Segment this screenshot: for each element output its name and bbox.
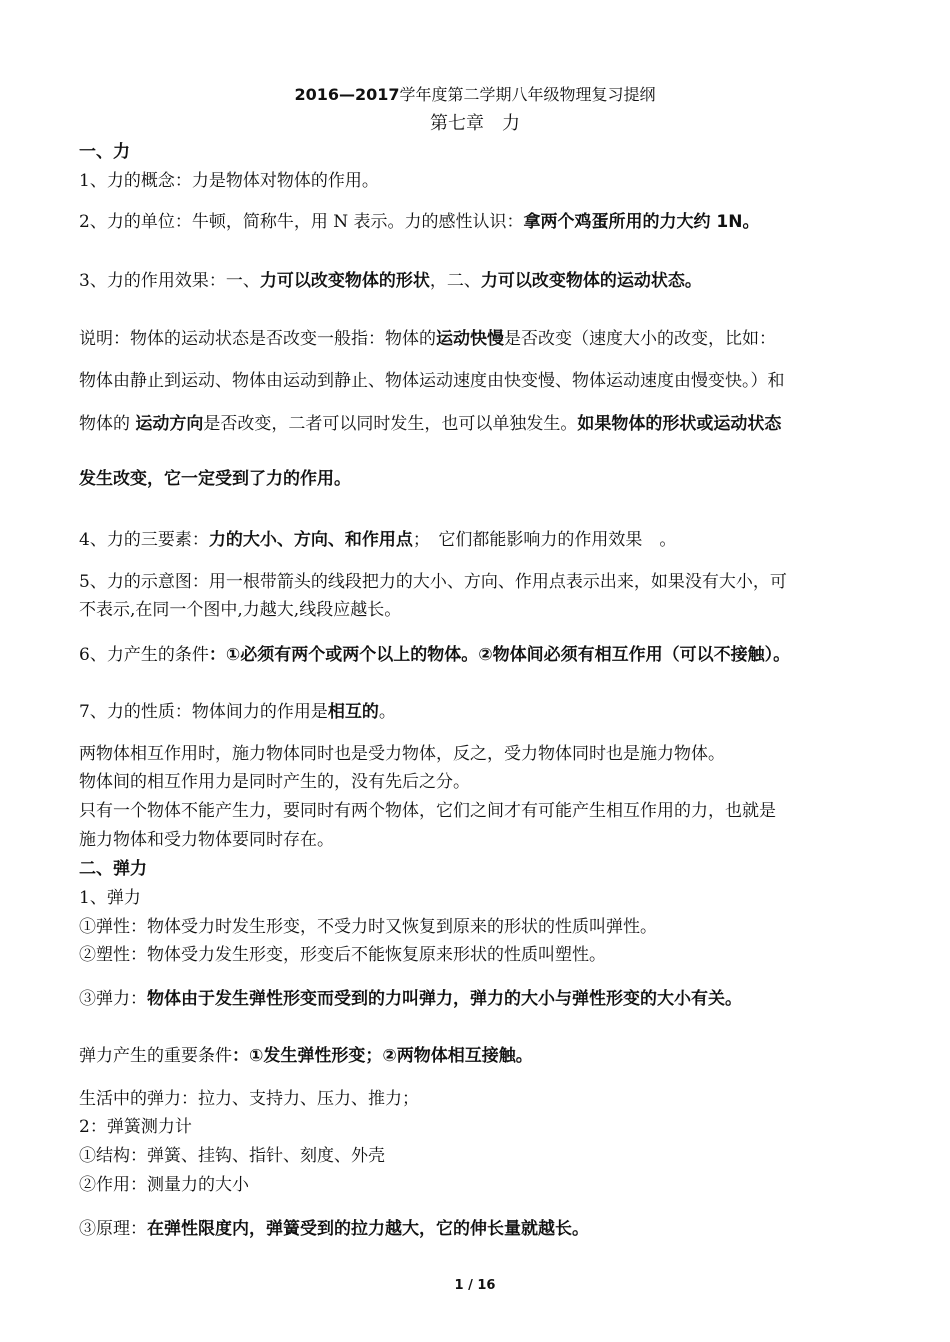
bold-run: 在弹性限度内，弹簧受到的拉力越大，它的伸长量就越长。 <box>147 1219 589 1239</box>
paragraph-force-unit <box>79 211 879 233</box>
note-line-3 <box>79 413 879 435</box>
item-elasticity: ①弹性：物体受力时发生形变，不受力时又恢复到原来的形状的性质叫弹性。 <box>79 917 657 937</box>
text-run: 3、力的作用效果：一、 <box>79 271 260 291</box>
paragraph-force-diagram-2: 不表示,在同一个图中,力越大,线段应越长。 <box>79 600 402 620</box>
text-run: 2、力的单位：牛顿，简称牛，用 N 表示。力的感性认识： <box>79 212 524 232</box>
note-line-2: 物体由静止到运动、物体由运动到静止、物体运动速度由快变慢、物体运动速度由慢变快。）和 <box>79 371 785 391</box>
text-run: ，二、 <box>429 271 481 291</box>
text-run: ③弹力： <box>79 989 147 1009</box>
page-number: 1 / 16 <box>454 1278 496 1293</box>
text-run: 弹力产生的重要条件 <box>79 1046 232 1066</box>
paragraph-force-conditions <box>79 644 879 666</box>
chapter-heading: 第七章 力 <box>430 113 520 134</box>
text-run: 4、力的三要素： <box>79 530 209 550</box>
bold-run: 物体由于发生弹性形变而受到的力叫弹力，弹力的大小与弹性形变的大小有关。 <box>147 989 742 1009</box>
item-plasticity: ②塑性：物体受力发生形变，形变后不能恢复原来形状的性质叫塑性。 <box>79 945 606 965</box>
paragraph-daily-elastic: 生活中的弹力：拉力、支持力、压力、推力； <box>79 1089 419 1109</box>
bold-run: 力可以改变物体的形状 <box>259 271 430 291</box>
document-title <box>0 84 950 106</box>
paragraph-three-elements <box>79 529 879 551</box>
text-run: 说明：物体的运动状态是否改变一般指：物体的 <box>79 329 436 349</box>
bold-run: 运动方向 <box>135 414 204 434</box>
paragraph-two-objects-1: 只有一个物体不能产生力，要同时有两个物体，它们之间才有可能产生相互作用的力，也就是 <box>79 801 776 821</box>
bold-run: 力可以改变物体的运动状态。 <box>480 271 702 291</box>
item-elastic-force <box>79 988 879 1010</box>
text-run: 是否改变，二者可以同时发生，也可以单独发生。 <box>203 414 578 434</box>
text-run: 7、力的性质：物体间力的作用是 <box>79 702 328 722</box>
text-run: ③原理： <box>79 1219 147 1239</box>
bold-run: ：①发生弹性形变；②两物体相互接触。 <box>232 1046 533 1066</box>
paragraph-interaction: 两物体相互作用时，施力物体同时也是受力物体，反之，受力物体同时也是施力物体。 <box>79 744 725 764</box>
note-line-4: 发生改变，它一定受到了力的作用。 <box>79 469 351 489</box>
bold-run: 力的大小、方向、和作用点 <box>208 530 413 550</box>
subheading-spring-scale: 2：弹簧测力计 <box>79 1117 192 1137</box>
paragraph-two-objects-2: 施力物体和受力物体要同时存在。 <box>79 830 334 850</box>
bold-run: 相互的 <box>327 702 379 722</box>
item-principle <box>79 1218 879 1240</box>
bold-run: 运动快慢 <box>436 329 504 349</box>
paragraph-elastic-conditions <box>79 1045 879 1067</box>
paragraph-force-property <box>79 701 879 723</box>
paragraph-force-diagram-1: 5、力的示意图：用一根带箭头的线段把力的大小、方向、作用点表示出来，如果没有大小，可 <box>79 572 787 592</box>
text-run: 是否改变（速度大小的改变，比如： <box>504 329 776 349</box>
section-heading-force: 一、力 <box>79 142 130 162</box>
item-function: ②作用：测量力的大小 <box>79 1175 249 1195</box>
text-run: 。 <box>378 702 396 722</box>
title-text: 学年度第二学期八年级物理复习提纲 <box>399 85 656 104</box>
text-run: 物体的 <box>79 414 136 434</box>
bold-run: 如果物体的形状或运动状态 <box>577 414 782 434</box>
paragraph-force-concept: 1、力的概念：力是物体对物体的作用。 <box>79 171 379 191</box>
note-line-1 <box>79 328 879 350</box>
paragraph-simultaneous: 物体间的相互作用力是同时产生的，没有先后之分。 <box>79 772 470 792</box>
bold-run: 拿两个鸡蛋所用的力大约 1N。 <box>523 212 760 232</box>
item-structure: ①结构：弹簧、挂钩、指针、刻度、外壳 <box>79 1146 385 1166</box>
text-run: 6、力产生的条件 <box>79 645 209 665</box>
subheading-elastic-force: 1、弹力 <box>79 888 141 908</box>
title-year: 2016—2017 <box>294 85 400 104</box>
text-run: ； 它们都能影响力的作用效果 。 <box>412 530 677 550</box>
paragraph-force-effect <box>79 270 879 292</box>
bold-run: ：①必须有两个或两个以上的物体。②物体间必须有相互作用（可以不接触）。 <box>208 645 791 665</box>
section-heading-elastic: 二、弹力 <box>79 859 147 879</box>
